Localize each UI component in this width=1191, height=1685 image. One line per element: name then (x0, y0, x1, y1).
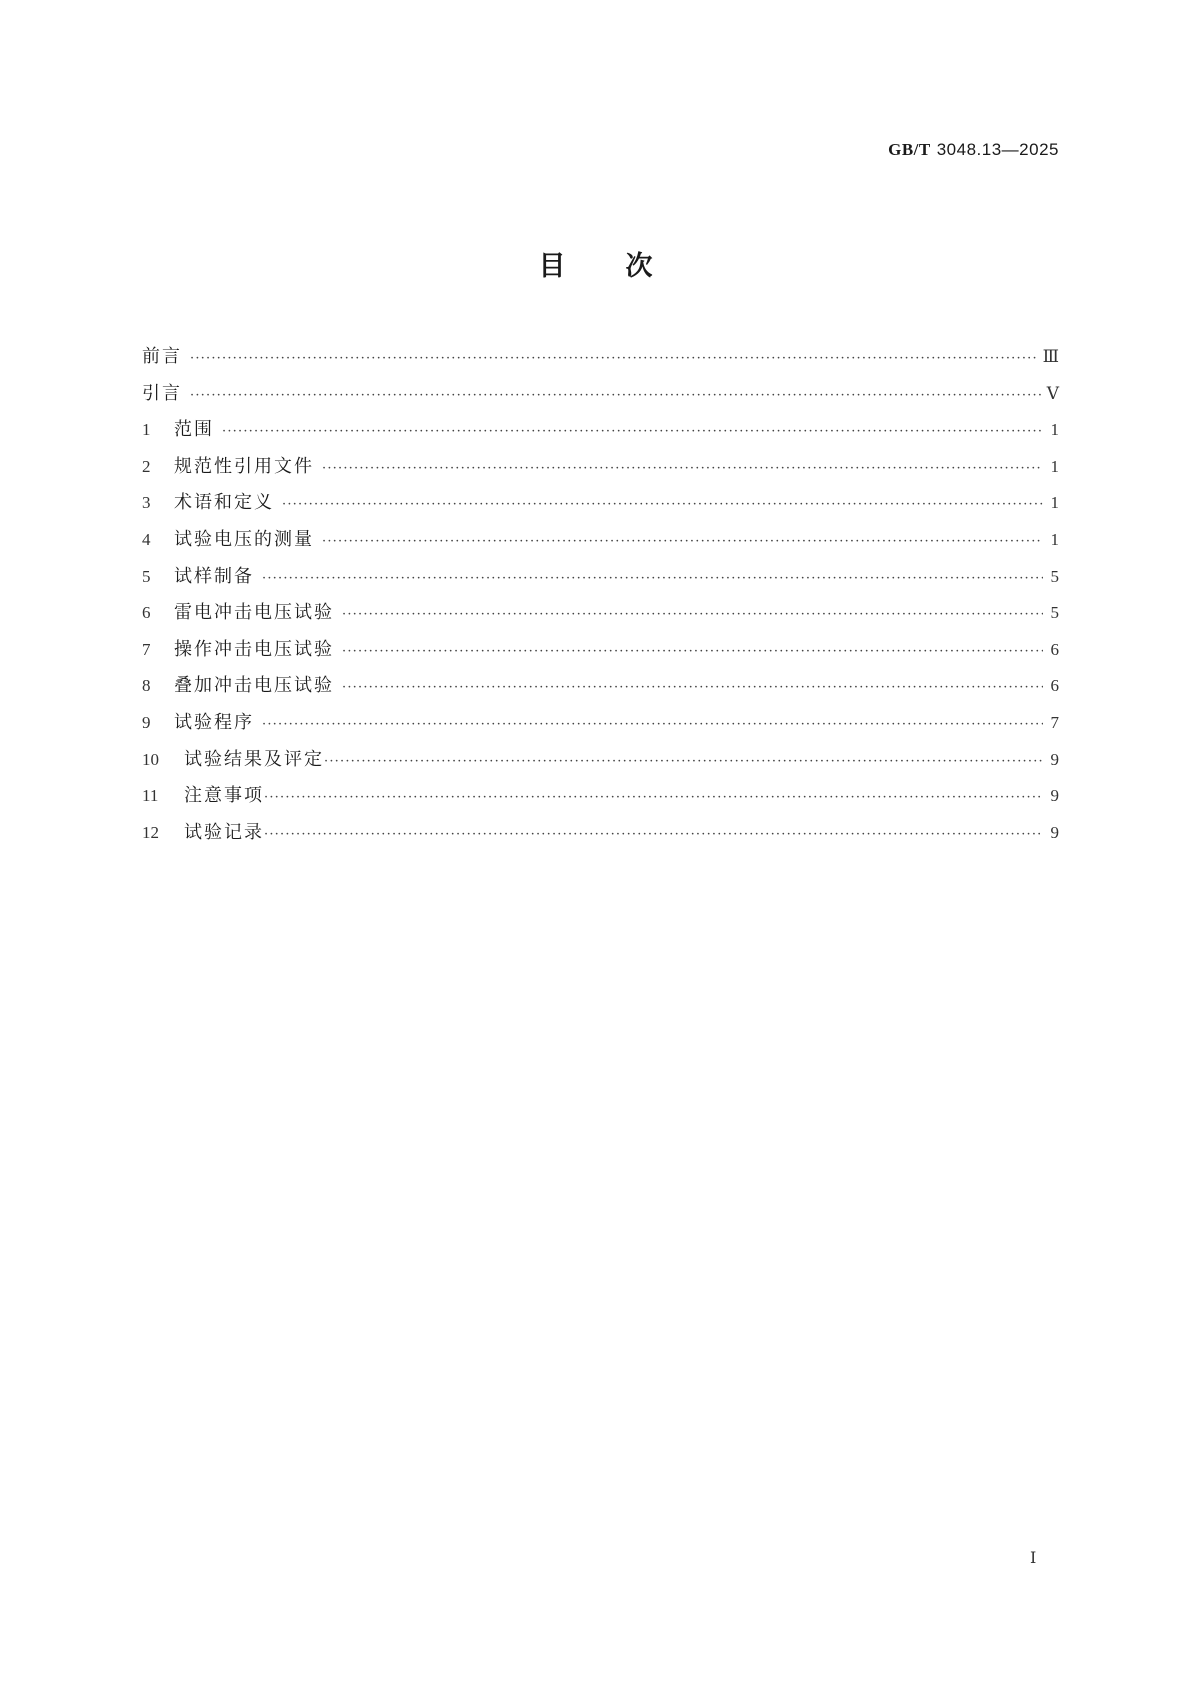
toc-entry-page: Ⅴ (1046, 383, 1059, 403)
toc-entry-title: 注意事项 (184, 785, 264, 807)
toc-entry-introduction[interactable] (142, 376, 1059, 413)
toc-entry-number: 1 (142, 420, 151, 440)
toc-entry-page: 1 (1050, 529, 1059, 549)
toc-entry-page: 9 (1050, 749, 1059, 769)
toc-entry-title: 试样制备 (174, 565, 254, 587)
toc-entry-foreword[interactable] (142, 339, 1059, 376)
toc-entry-page: 9 (1050, 786, 1059, 806)
toc-entry-6[interactable] (142, 595, 1059, 632)
standard-prefix: GB/T (888, 140, 931, 159)
toc-entry-1[interactable] (142, 412, 1059, 449)
toc-leader-dots (342, 670, 1043, 707)
toc-entry-page: 1 (1050, 456, 1059, 476)
toc-leader-dots (342, 634, 1043, 671)
toc-entry-4[interactable] (142, 522, 1059, 559)
table-of-contents (142, 339, 1059, 851)
toc-entry-9[interactable] (142, 705, 1059, 742)
toc-entry-title: 试验电压的测量 (174, 528, 314, 550)
toc-entry-number: 3 (142, 493, 151, 513)
toc-leader-dots (324, 744, 1043, 781)
toc-entry-title: 规范性引用文件 (174, 455, 314, 477)
toc-leader-dots (262, 707, 1043, 744)
toc-entry-number: 6 (142, 603, 151, 623)
toc-entry-page: 9 (1050, 822, 1059, 842)
toc-entry-page: 7 (1050, 712, 1059, 732)
toc-leader-dots (222, 414, 1043, 451)
toc-entry-title: 前言 (142, 346, 182, 367)
toc-entry-number: 8 (142, 676, 151, 696)
toc-entry-number: 10 (142, 749, 159, 769)
toc-entry-page: 1 (1050, 420, 1059, 440)
toc-entry-number: 9 (142, 712, 151, 732)
toc-entry-number: 12 (142, 822, 159, 842)
toc-leader-dots (264, 817, 1043, 854)
toc-entry-page: Ⅲ (1042, 347, 1059, 366)
toc-entry-page: 5 (1050, 566, 1059, 586)
toc-leader-dots (342, 597, 1043, 634)
toc-entry-title: 试验程序 (174, 711, 254, 733)
standard-code (888, 140, 1059, 160)
toc-entry-title: 范围 (174, 419, 214, 441)
toc-entry-title: 试验结果及评定 (184, 748, 324, 770)
toc-entry-title: 术语和定义 (174, 492, 274, 514)
toc-entry-number: 5 (142, 566, 151, 586)
toc-entry-8[interactable] (142, 668, 1059, 705)
toc-leader-dots (190, 378, 1043, 415)
toc-leader-dots (322, 451, 1043, 488)
toc-entry-3[interactable] (142, 485, 1059, 522)
toc-entry-number: 2 (142, 456, 151, 476)
toc-entry-title: 雷电冲击电压试验 (174, 602, 334, 624)
toc-entry-page: 1 (1050, 493, 1059, 513)
toc-entry-number: 7 (142, 639, 151, 659)
toc-leader-dots (264, 780, 1043, 817)
toc-entry-2[interactable] (142, 449, 1059, 486)
toc-entry-page: 6 (1050, 676, 1059, 696)
toc-entry-5[interactable] (142, 559, 1059, 596)
toc-entry-title: 操作冲击电压试验 (174, 638, 334, 660)
toc-leader-dots (190, 341, 1039, 378)
standard-number: 3048.13—2025 (936, 140, 1059, 159)
toc-entry-title: 试验记录 (184, 821, 264, 843)
toc-leader-dots (262, 561, 1043, 598)
toc-entry-11[interactable] (142, 778, 1059, 815)
toc-leader-dots (282, 487, 1043, 524)
page-number: Ⅰ (1030, 1550, 1037, 1567)
toc-leader-dots (322, 524, 1043, 561)
page-title: 目次 (538, 251, 713, 282)
toc-entry-number: 11 (142, 786, 159, 806)
toc-entry-7[interactable] (142, 632, 1059, 669)
toc-entry-page: 6 (1050, 639, 1059, 659)
toc-entry-title: 叠加冲击电压试验 (174, 675, 334, 697)
toc-entry-title: 引言 (142, 382, 182, 404)
toc-entry-number: 4 (142, 529, 151, 549)
toc-entry-page: 5 (1050, 603, 1059, 623)
toc-entry-12[interactable] (142, 815, 1059, 852)
toc-entry-10[interactable] (142, 742, 1059, 779)
